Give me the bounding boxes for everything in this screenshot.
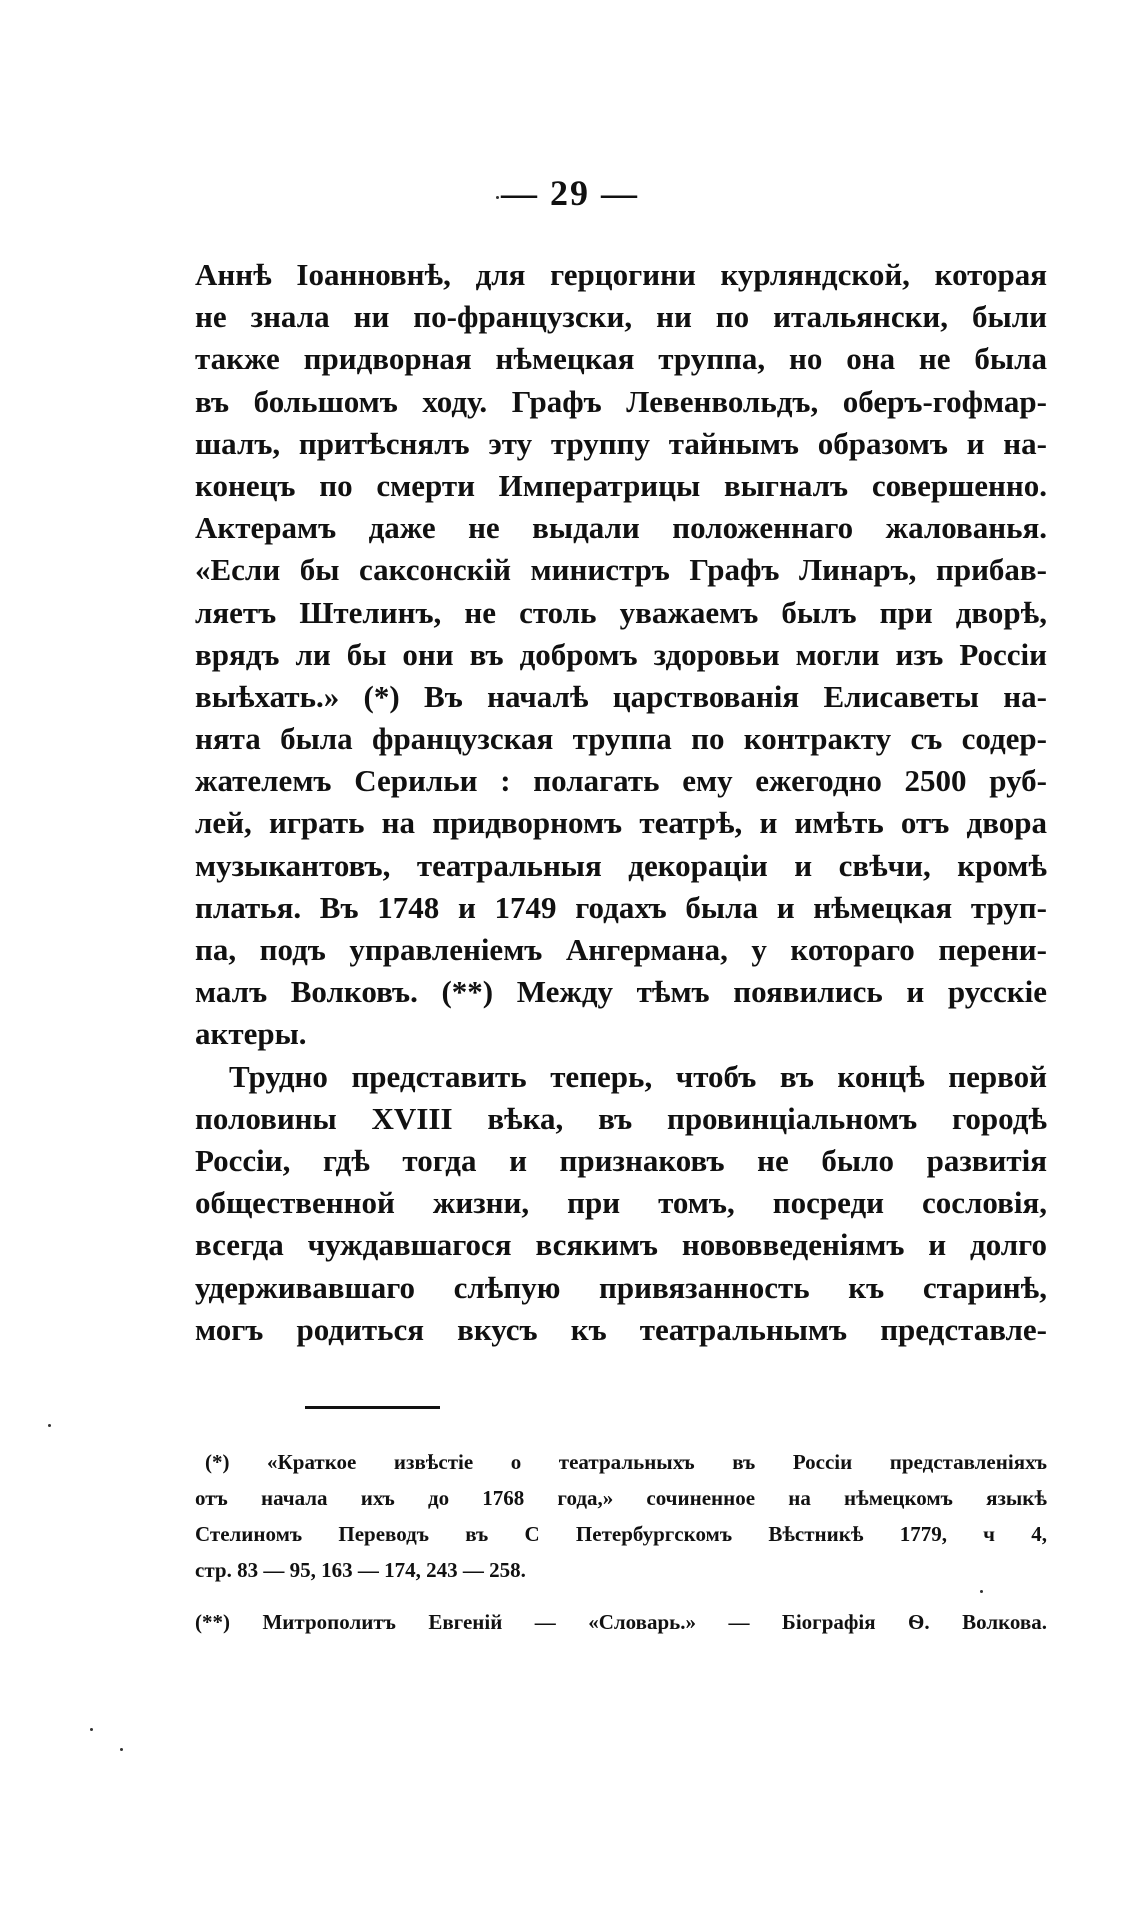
- paper-speck: [48, 1424, 51, 1427]
- text-line: также придворная нѣмецкая труппа, но она не была: [195, 341, 1047, 377]
- text-line: ляетъ Штелинъ, не столь уважаемъ былъ при дворѣ,: [195, 594, 1047, 630]
- text-line: па, подъ управленіемъ Ангермана, у котораго перени-: [195, 932, 1047, 967]
- text-line: удерживавшаго слѣпую привязанность къ старинѣ,: [195, 1269, 1047, 1305]
- paragraph-1: [195, 254, 1047, 1056]
- text-line: нята была французская труппа по контракту съ содер-: [195, 721, 1047, 757]
- footnote-2: [195, 1604, 1047, 1640]
- text-line: могъ родиться вкусъ къ театральнымъ представле-: [195, 1311, 1047, 1347]
- footnote-line: Стелиномъ Переводъ въ С Петербургскомъ Вѣстникѣ 1779, ч 4,: [195, 1522, 1047, 1546]
- footnote-separator: [305, 1406, 440, 1409]
- paragraph-2: [195, 1056, 1047, 1351]
- text-line: Актерамъ даже не выдали положеннаго жалованья.: [195, 510, 1047, 546]
- text-line: врядъ ли бы они въ добромъ здоровьи могли изъ Россіи: [195, 636, 1047, 672]
- paper-speck: [496, 196, 499, 199]
- page-number: — 29 —: [501, 173, 639, 213]
- text-line: половины XVIII вѣка, въ провинціальномъ городѣ: [195, 1100, 1047, 1136]
- text-line: Трудно представить теперь, чтобъ въ концѣ первой: [229, 1058, 1047, 1094]
- footnote-line: стр. 83 — 95, 163 — 174, 243 — 258.: [195, 1558, 526, 1582]
- text-line: лей, играть на придворномъ театрѣ, и имѣть отъ двора: [195, 805, 1047, 841]
- text-line: малъ Волковъ. (**) Между тѣмъ появились и русскіе: [195, 974, 1047, 1010]
- footnote-line: отъ начала ихъ до 1768 года,» сочиненное на нѣмецкомъ языкѣ: [195, 1486, 1047, 1510]
- text-line: актеры.: [195, 1016, 307, 1052]
- text-line: въ большомъ ходу. Графъ Левенвольдъ, оберъ-гофмар-: [195, 383, 1047, 419]
- main-text: [195, 254, 1047, 1351]
- text-line: жателемъ Серильи : полагать ему ежегодно 2500 руб-: [195, 763, 1047, 799]
- paper-speck: [120, 1748, 123, 1751]
- text-line: «Если бы саксонскій министръ Графъ Линаръ, прибав-: [195, 552, 1047, 588]
- text-line: Аннѣ Іоанновнѣ, для герцогини курляндской, которая: [195, 257, 1047, 292]
- text-line: не знала ни по-французски, ни по итальянски, были: [195, 299, 1047, 335]
- text-line: выѣхать.» (*) Въ началѣ царствованія Елисаветы на-: [195, 678, 1047, 714]
- text-line: всегда чуждавшагося всякимъ нововведеніямъ и долго: [195, 1227, 1047, 1263]
- text-line: общественной жизни, при томъ, посреди сословія,: [195, 1185, 1047, 1221]
- text-line: Россіи, гдѣ тогда и признаковъ не было развитія: [195, 1142, 1047, 1178]
- text-line: конецъ по смерти Императрицы выгналъ совершенно.: [195, 467, 1047, 503]
- text-line: платья. Въ 1748 и 1749 годахъ была и нѣмецкая труп-: [195, 889, 1047, 925]
- text-line: музыкантовъ, театральныя декораціи и свѣчи, кромѣ: [195, 847, 1047, 883]
- paper-speck: [980, 1590, 983, 1593]
- footnotes: [195, 1444, 1047, 1640]
- footnote-line: (**) Митрополитъ Евгеній — «Словарь.» — Біографія Ѳ. Волкова.: [195, 1610, 1047, 1634]
- footnote-line: (*) «Краткое извѣстіе о театральныхъ въ Россіи представленіяхъ: [205, 1450, 1047, 1474]
- text-line: шалъ, притѣснялъ эту труппу тайнымъ образомъ и на-: [195, 425, 1047, 461]
- paper-speck: [90, 1728, 93, 1731]
- footnote-1: [195, 1444, 1047, 1588]
